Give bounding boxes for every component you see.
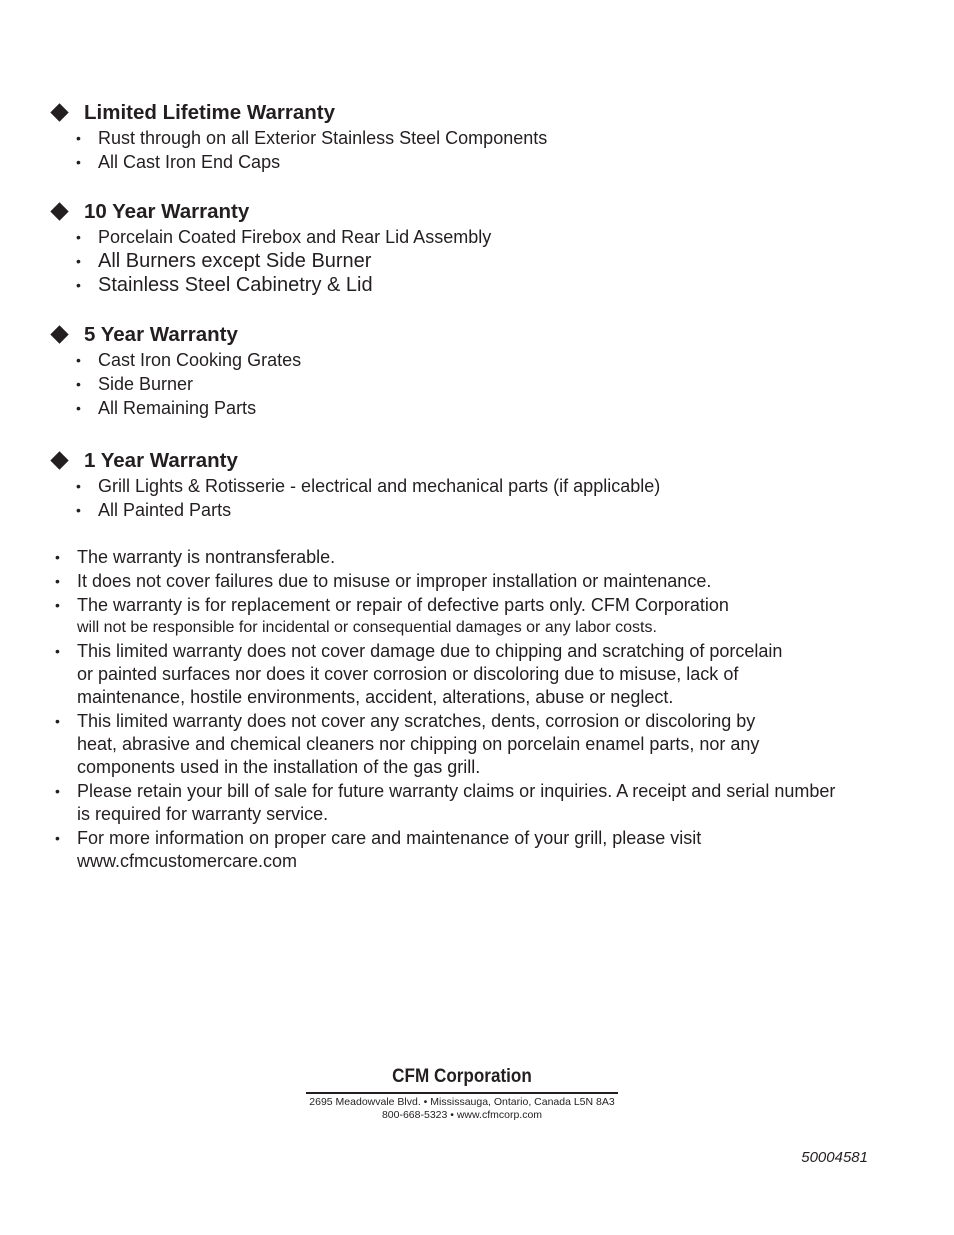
terms-line: It does not cover failures due to misuse or improper installation or maintenance. <box>77 571 712 591</box>
bullet-icon: • <box>55 783 60 799</box>
bullet-icon: • <box>76 130 81 146</box>
list-item-text: Grill Lights & Rotisserie - electrical and mechanical parts (if applicable) <box>98 476 661 496</box>
list-item <box>50 150 890 174</box>
bullet-icon: • <box>55 713 60 729</box>
list-item-text: Cast Iron Cooking Grates <box>98 350 302 370</box>
diamond-bullet-icon <box>50 202 68 220</box>
terms-line: For more information on proper care and maintenance of your grill, please visit <box>77 828 702 848</box>
list-item <box>50 249 890 273</box>
list-item <box>50 474 890 498</box>
divider <box>306 1092 618 1094</box>
list-item-text: All Painted Parts <box>98 500 232 520</box>
bullet-icon: • <box>76 376 81 392</box>
section-title <box>50 322 890 348</box>
bullet-icon: • <box>76 478 81 494</box>
list-item <box>50 348 890 372</box>
terms-line: This limited warranty does not cover any scratches, dents, corrosion or discoloring by <box>77 711 756 731</box>
section-title <box>50 448 890 474</box>
list-item <box>50 372 890 396</box>
company-contact: 800-668-5323 • www.cfmcorp.com <box>381 1109 543 1121</box>
terms-item <box>50 710 880 779</box>
terms-line: is required for warranty service. <box>77 804 329 824</box>
list-item-text: Rust through on all Exterior Stainless Steel Components <box>98 128 548 148</box>
bullet-icon: • <box>55 573 60 589</box>
terms-line: or painted surfaces nor does it cover corrosion or discoloring due to misuse, lack of <box>77 664 739 684</box>
diamond-bullet-icon <box>50 325 68 343</box>
terms-line: www.cfmcustomercare.com <box>77 851 298 871</box>
list-item <box>50 225 890 249</box>
terms-item <box>50 780 880 826</box>
bullet-icon: • <box>76 502 81 518</box>
document-number: 50004581 <box>801 1149 868 1166</box>
list-item <box>50 273 890 297</box>
list-item-text: All Burners except Side Burner <box>98 250 372 272</box>
section-title-text: 10 Year Warranty <box>84 200 250 223</box>
company-name: CFM Corporation <box>392 1066 532 1087</box>
terms-item <box>50 827 880 873</box>
list-item-text: Porcelain Coated Firebox and Rear Lid Assembly <box>98 227 492 247</box>
list-item-text: Side Burner <box>98 374 194 394</box>
list-item <box>50 396 890 420</box>
list-item-text: All Remaining Parts <box>98 398 257 418</box>
bullet-icon: • <box>55 830 60 846</box>
section-title <box>50 100 890 126</box>
section-title-text: 5 Year Warranty <box>84 323 238 346</box>
list-item <box>50 126 890 150</box>
bullet-icon: • <box>55 643 60 659</box>
terms-line: Please retain your bill of sale for future warranty claims or inquiries. A receipt and serial number <box>77 781 836 801</box>
bullet-icon: • <box>76 352 81 368</box>
list-item <box>50 498 890 522</box>
diamond-bullet-icon <box>50 451 68 469</box>
terms-item <box>50 570 880 593</box>
company-address: 2695 Meadowvale Blvd. • Mississauga, Ontario, Canada L5N 8A3 <box>309 1096 615 1108</box>
diamond-bullet-icon <box>50 103 68 121</box>
warranty-section-lifetime <box>50 100 890 174</box>
bullet-icon: • <box>55 549 60 565</box>
list-item-text: Stainless Steel Cabinetry & Lid <box>98 274 373 296</box>
bullet-icon: • <box>55 597 60 613</box>
warranty-section-1-year <box>50 448 890 522</box>
warranty-section-10-year <box>50 199 890 297</box>
terms-item <box>50 546 880 569</box>
warranty-section-5-year <box>50 322 890 420</box>
section-title-text: 1 Year Warranty <box>84 449 238 472</box>
terms-item <box>50 594 880 639</box>
terms-line: The warranty is for replacement or repair of defective parts only. CFM Corporation <box>77 595 729 615</box>
section-title-text: Limited Lifetime Warranty <box>84 101 335 124</box>
bullet-icon: • <box>76 253 81 269</box>
terms-line: This limited warranty does not cover damage due to chipping and scratching of porcelain <box>77 641 783 661</box>
bullet-icon: • <box>76 229 81 245</box>
bullet-icon: • <box>76 400 81 416</box>
bullet-icon: • <box>76 277 81 293</box>
list-item-text: All Cast Iron End Caps <box>98 152 281 172</box>
company-footer <box>303 1066 621 1122</box>
terms-item <box>50 640 880 709</box>
terms-line: maintenance, hostile environments, accident, alterations, abuse or neglect. <box>77 687 674 707</box>
terms-line: components used in the installation of the gas grill. <box>77 757 481 777</box>
section-title <box>50 199 890 225</box>
warranty-terms-list <box>50 546 880 874</box>
terms-line: will not be responsible for incidental or consequential damages or any labor costs. <box>77 619 657 636</box>
bullet-icon: • <box>76 154 81 170</box>
terms-line: heat, abrasive and chemical cleaners nor chipping on porcelain enamel parts, nor any <box>77 734 760 754</box>
terms-line: The warranty is nontransferable. <box>77 547 336 567</box>
